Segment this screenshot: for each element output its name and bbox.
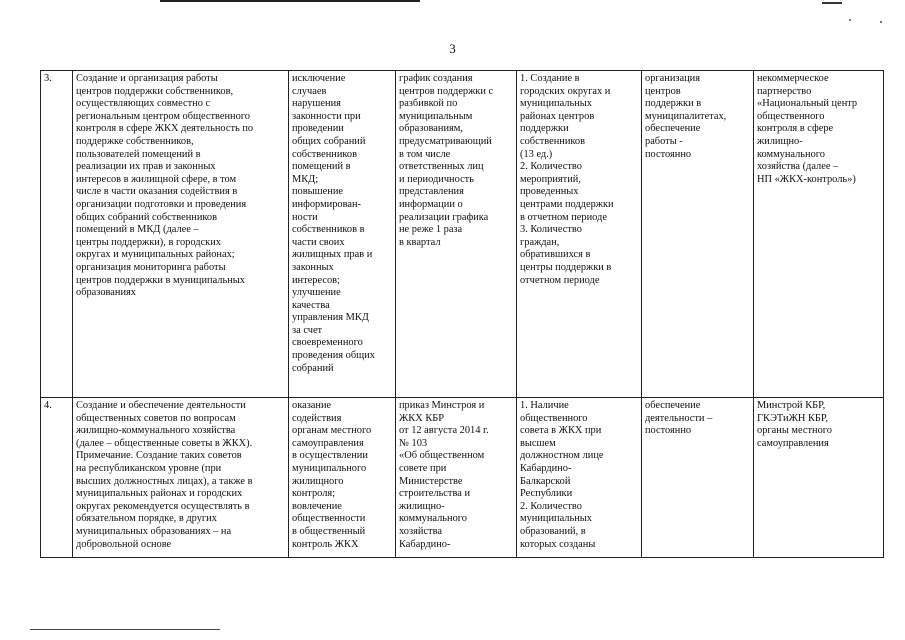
- measures-table: [40, 70, 884, 558]
- footnote-rule: [30, 629, 220, 630]
- indicators-cell: 1. Наличие общественного совета в ЖКХ при высшем должностном лице Кабардино- Балкарской Республики 2. Количество муниципальных образований, в которых созданы: [517, 398, 642, 558]
- result-cell: исключение случаев нарушения законности при проведении общих собраний собственников помещений в МКД; повышение информирован- ности собственников в части своих жилищных прав и законных интересов; улучшение качества управления МКД за счет своевременного проведения общих собраний: [289, 71, 396, 398]
- indicators-cell: 1. Создание в городских округах и муниципальных районах центров поддержки собственников (13 ед.) 2. Количество мероприятий, проведенных центрами поддержки в отчетном периоде 3. Количество граждан, обратившихся в центры поддержки в отчетном периоде: [517, 71, 642, 398]
- table-row: [41, 71, 884, 398]
- top-right-scan-mark: [822, 2, 842, 4]
- deadline-cell: обеспечение деятельности – постоянно: [642, 398, 754, 558]
- responsible-cell: некоммерческое партнерство «Национальный центр общественного контроля в сфере жилищно- коммунального хозяйства (далее – НП «ЖКХ-контроль»): [754, 71, 884, 398]
- document-cell: график создания центров поддержки с разбивкой по муниципальным образованиям, предусматривающий в том числе ответственных лиц и периодичность представления информации о реализации графика не реже 1 раза в квартал: [396, 71, 517, 398]
- result-cell: оказание содействия органам местного самоуправления в осуществлении муниципального жилищного контроля; вовлечение общественности в общественный контроль ЖКХ: [289, 398, 396, 558]
- document-cell: приказ Минстроя и ЖКХ КБР от 12 августа 2014 г. № 103 «Об общественном совете при Министерстве строительства и жилищно- коммунального хозяйства Кабардино-: [396, 398, 517, 558]
- row-number: 3.: [41, 71, 73, 398]
- row-number: 4.: [41, 398, 73, 558]
- responsible-cell: Минстрой КБР, ГКЭТиЖН КБР, органы местного самоуправления: [754, 398, 884, 558]
- page-number: 3: [449, 41, 456, 56]
- scan-speck: [849, 19, 851, 21]
- scan-speck: [880, 21, 882, 23]
- top-scan-rule: [160, 0, 420, 2]
- measure-cell: Создание и обеспечение деятельности общественных советов по вопросам жилищно-коммунального хозяйства (далее – общественные советы в ЖКХ). Примечание. Создание таких советов на республиканском уровне (при высших должностных лицах), а также в муниципальных районах и городских округах рекомендуется осуществлять в обязательном порядке, в других муниципальных образованиях – на добровольной основе: [73, 398, 289, 558]
- table-row: [41, 398, 884, 558]
- measure-cell: Создание и организация работы центров поддержки собственников, осуществляющих совместно с региональным центром общественного контроля в сфере ЖКХ деятельность по поддержке собственников, пользователей помещений в реализации их прав и законных интересов в жилищной сфере, в том числе в части оказания содействия в организации подготовки и проведения общих собраний собственников помещений в МКД (далее – центры поддержки), в городских округах и муниципальных районах; организация мониторинга работы центров поддержки в муниципальных образованиях: [73, 71, 289, 398]
- deadline-cell: организация центров поддержки в муниципалитетах, обеспечение работы - постоянно: [642, 71, 754, 398]
